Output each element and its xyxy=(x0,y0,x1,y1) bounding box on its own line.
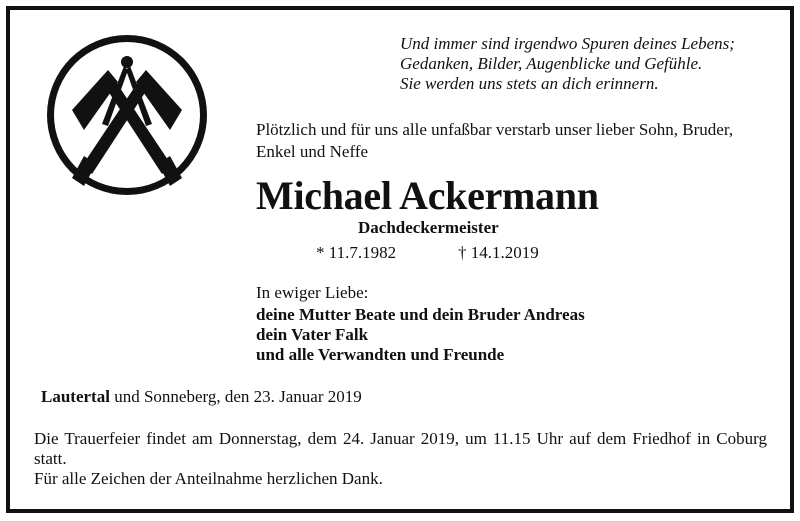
mourner-line: dein Vater Falk xyxy=(256,325,369,344)
mourner-line: deine Mutter Beate und dein Bruder Andreas xyxy=(256,305,585,324)
memorial-quote xyxy=(400,34,790,94)
thanks-text: Für alle Zeichen der Anteilnahme herzlichen Dank. xyxy=(34,469,383,488)
death-announcement-text: Plötzlich und für uns alle unfaßbar verstarb unser lieber Sohn, Bruder, Enkel und Neffe xyxy=(256,120,734,161)
place-and-date xyxy=(41,387,362,407)
mourner-line: und alle Verwandten und Freunde xyxy=(256,345,505,364)
funeral-service-info xyxy=(34,429,767,489)
mourners-intro: In ewiger Liebe: xyxy=(256,283,369,302)
deceased-name: Michael Ackermann xyxy=(256,173,599,218)
mourners-list xyxy=(256,305,585,365)
roofer-guild-emblem-icon xyxy=(44,32,210,198)
death-date: † 14.1.2019 xyxy=(458,243,539,262)
quote-line: Sie werden uns stets an dich erinnern. xyxy=(400,74,659,93)
place-town: Lautertal xyxy=(41,387,110,406)
birth-date: * 11.7.1982 xyxy=(316,243,397,262)
place-rest: und Sonneberg, den 23. Januar 2019 xyxy=(114,387,362,406)
quote-line: Gedanken, Bilder, Augenblicke und Gefühle. xyxy=(400,54,703,73)
deceased-profession: Dachdeckermeister xyxy=(358,218,499,237)
quote-line: Und immer sind irgendwo Spuren deines Lebens; xyxy=(400,34,735,53)
service-text: Die Trauerfeier findet am Donnerstag, dem 24. Januar 2019, um 11.15 Uhr auf dem Friedhof in Coburg statt. xyxy=(34,429,767,468)
